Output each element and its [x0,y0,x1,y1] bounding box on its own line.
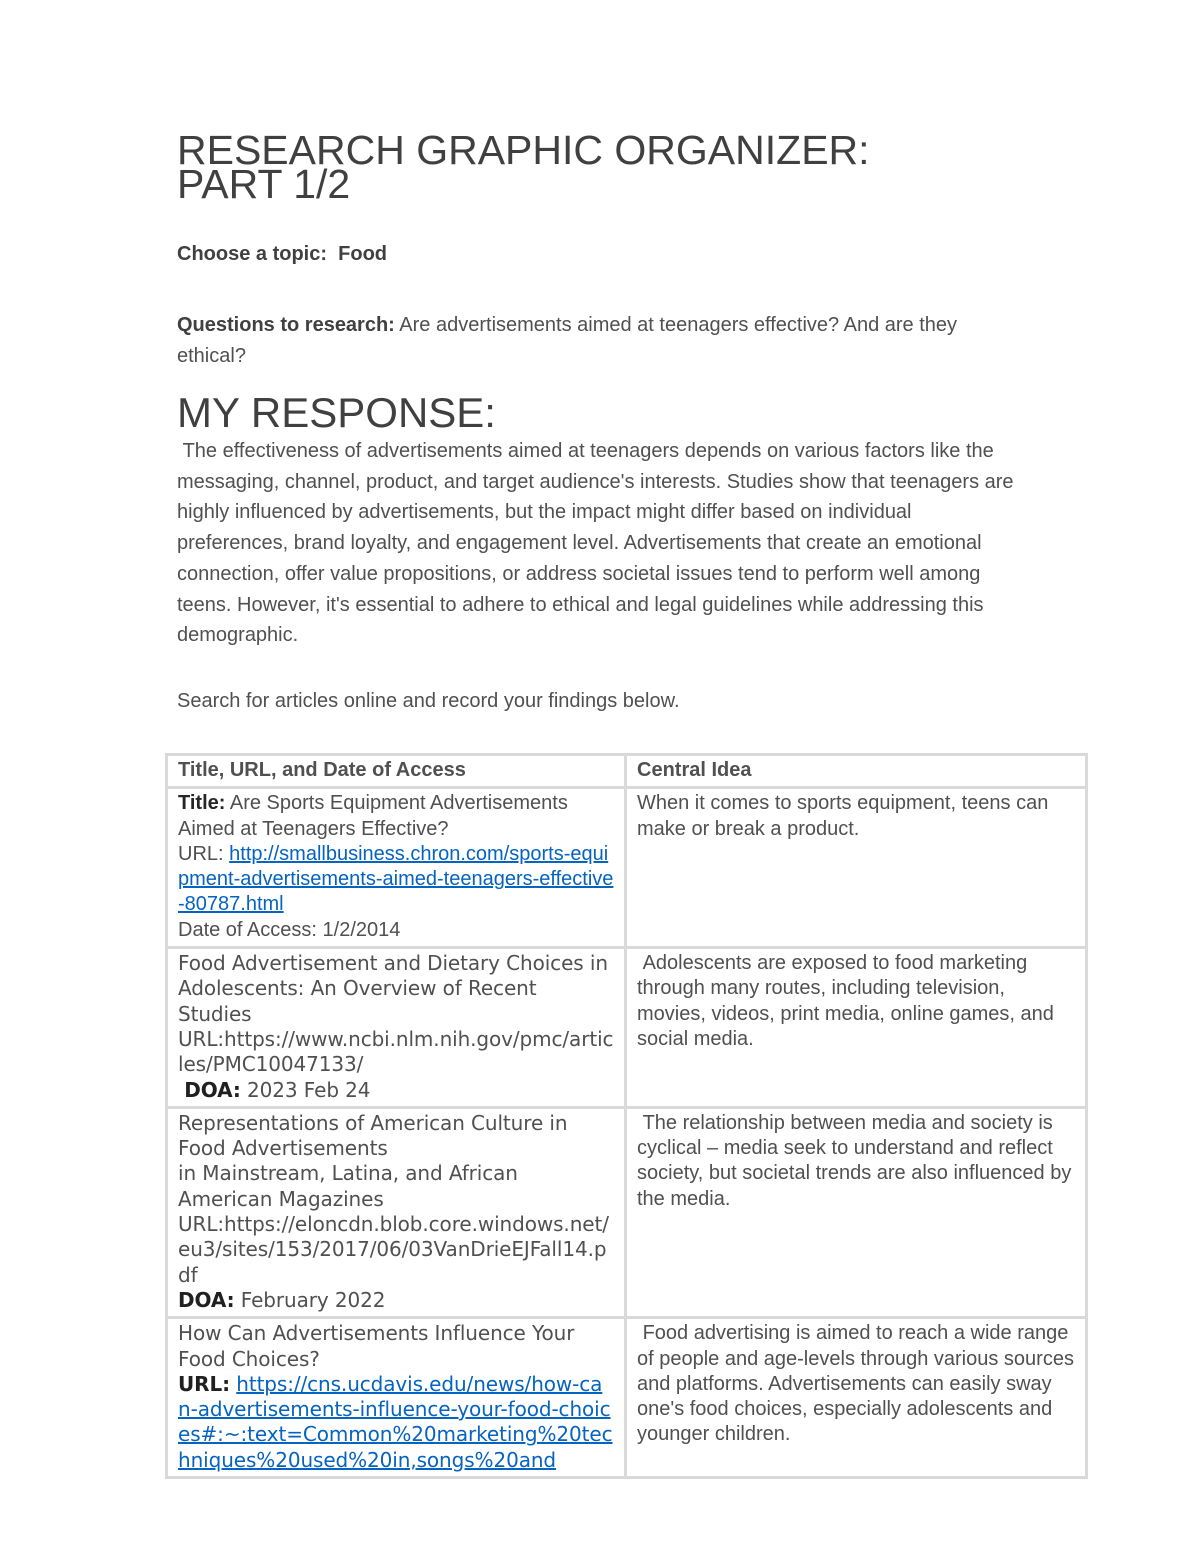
central-idea-cell [626,1318,1087,1478]
search-instruction: Search for articles online and record your findings below. [177,690,680,712]
url-label: URL: [178,1371,230,1396]
central-idea-cell [626,1107,1087,1317]
central-idea-cell: When it comes to sports equipment, teens can make or break a product. [626,788,1087,948]
date-label: DOA: [184,1077,241,1102]
source-url: https://www.ncbi.nlm.nih.gov/pmc/articles/PMC10047133/ [178,1026,614,1077]
source-title: Representations of American Culture in Food Advertisements [178,1110,568,1161]
central-idea-cell [626,948,1087,1108]
topic-label: Choose a topic: [177,243,328,265]
table-row [167,1318,1087,1478]
questions-text: Are advertisements aimed at teenagers effective? And are they ethical? [177,314,958,367]
source-link[interactable]: http://smallbusiness.chron.com/sports-equipment-advertisements-aimed-teenagers-effective-80787.html [178,842,614,916]
header-central-idea: Central Idea [626,755,1087,788]
source-cell [167,788,626,948]
table-row [167,788,1087,948]
title-label: Title: [178,792,226,815]
research-table [165,753,1088,1479]
topic-value: Food [338,243,388,265]
title-line-2: PART 1/2 [177,161,351,207]
date-label: DOA: [178,1287,235,1312]
source-cell [167,948,626,1108]
response-text [177,436,1027,651]
source-cell [167,1318,626,1478]
response-heading: MY RESPONSE: [177,389,496,436]
central-idea-text: Food advertising is aimed to reach a wide range of people and age-levels through various sources and platforms. Advertisements can easily sway one's food choices, especially adolescents and younger children. [637,1322,1074,1446]
url-label: URL: [178,842,224,865]
source-title: Food Advertisement and Dietary Choices in Adolescents: An Overview of Recent Studies [178,951,608,1026]
source-title-cont: in Mainstream, Latina, and African American Magazines [178,1161,518,1211]
source-title: Are Sports Equipment Advertisements Aimed at Teenagers Effective? [178,792,568,840]
header-title-url-date: Title, URL, and Date of Access [167,755,626,788]
central-idea-text: Adolescents are exposed to food marketing through many routes, including television, movies, videos, print media, online games, and social media. [637,952,1054,1050]
access-date: 2023 Feb 24 [247,1077,371,1102]
source-cell [167,1107,626,1317]
table-header-row [167,755,1087,788]
access-date: 1/2/2014 [322,918,401,941]
topic-line [177,243,387,266]
date-label: Date of Access: [178,918,317,941]
table-row [167,1107,1087,1317]
url-label: URL: [178,1026,225,1051]
response-body: The effectiveness of advertisements aimed at teenagers depends on various factors like the messaging, channel, product, and target audience's interests. Studies show that teenagers are highly influenced by advertisements, but the impact might differ based on individual preferences, brand loyalty, and engagement level. Advertisements that create an emotional connection, offer value propositions, or address societal issues tend to perform well among teens. However, it's essential to adhere to ethical and legal guidelines while addressing this demographic. [177,440,1014,647]
central-idea-text: The relationship between media and society is cyclical – media seek to understand and reflect society, but societal trends are also influenced by the media. [637,1111,1072,1210]
questions-label: Questions to research: [177,314,395,336]
source-title: How Can Advertisements Influence Your Food Choices? [178,1321,575,1371]
url-label: URL: [178,1212,225,1237]
title-line-1: RESEARCH GRAPHIC ORGANIZER: [177,127,870,173]
source-link[interactable]: https://cns.ucdavis.edu/news/how-can-advertisements-influence-your-food-choices#:~:text=Common%20marketing%20techniques%20used%20in,songs%20and [178,1371,613,1472]
table-row [167,948,1087,1108]
source-url: https://eloncdn.blob.core.windows.net/eu3/sites/153/2017/06/03VanDrieEJFall14.pdf [178,1212,609,1287]
access-date: February 2022 [240,1287,386,1312]
questions-paragraph [177,310,1017,372]
page-title [177,127,1077,207]
